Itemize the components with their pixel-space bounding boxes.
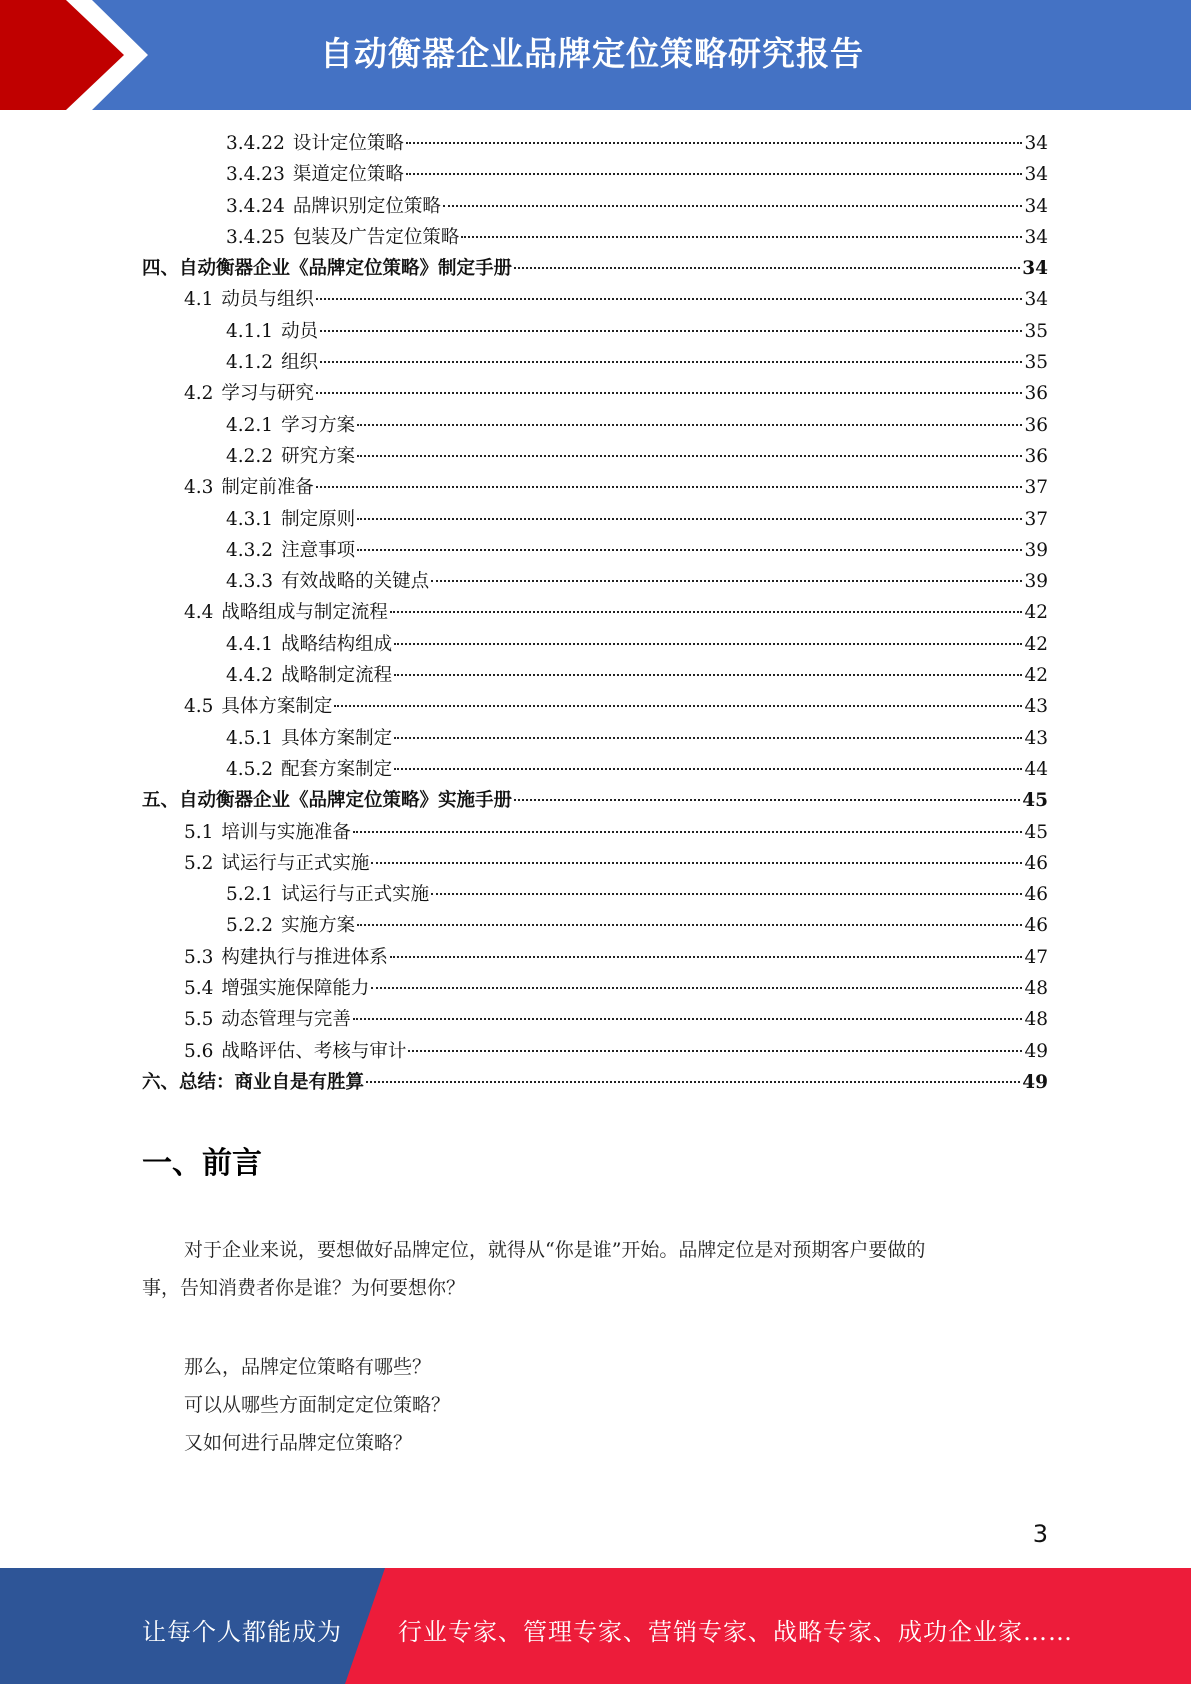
toc-dot-leader [406, 172, 1023, 175]
toc-entry-page: 34 [1024, 226, 1048, 248]
toc-entry-label: 渠道定位策略 [292, 164, 404, 186]
toc-entry-label: 六、总结：商业自是有胜算 [142, 1071, 365, 1093]
toc-entry-label: 学习与研究 [221, 383, 314, 405]
toc-dot-leader [390, 610, 1023, 613]
toc-entry-title [184, 1036, 406, 1067]
toc-entry-number: 3.4.23 [226, 164, 285, 186]
toc-entry-number: 5.5 [184, 1009, 214, 1031]
toc-entry-label: 培训与实施准备 [221, 821, 351, 843]
toc-entry[interactable] [142, 973, 1048, 1004]
toc-entry-page: 44 [1024, 758, 1048, 780]
toc-entry-title [184, 848, 369, 879]
toc-entry-title [226, 879, 429, 910]
toc-entry[interactable] [142, 441, 1048, 472]
toc-entry-title [226, 316, 318, 347]
toc-entry-label: 具体方案制定 [221, 696, 333, 718]
toc-dot-leader [406, 141, 1023, 144]
table-of-contents [142, 128, 1048, 1098]
toc-entry[interactable] [142, 347, 1048, 378]
toc-entry-page: 36 [1024, 445, 1048, 467]
toc-entry[interactable] [142, 222, 1048, 253]
footer-roles: 行业专家、管理专家、营销专家、战略专家、成功企业家…… [398, 1618, 1073, 1646]
toc-entry-number: 3.4.24 [226, 195, 285, 217]
toc-entry[interactable] [142, 535, 1048, 566]
question-1: 那么，品牌定位策略有哪些？ [184, 1356, 432, 1378]
toc-dot-leader [394, 642, 1022, 645]
toc-entry-title [184, 472, 314, 503]
toc-entry-label: 品牌识别定位策略 [292, 195, 441, 217]
toc-dot-leader [357, 454, 1022, 457]
toc-dot-leader [320, 329, 1022, 332]
toc-entry[interactable] [142, 879, 1048, 910]
toc-entry-label: 战略结构组成 [281, 633, 393, 655]
toc-entry-title [226, 629, 392, 660]
toc-dot-leader [316, 297, 1023, 300]
toc-dot-leader [514, 798, 1020, 801]
toc-entry-title [184, 691, 332, 722]
toc-entry-page: 49 [1024, 1040, 1048, 1062]
toc-entry[interactable] [142, 785, 1048, 816]
toc-entry-page: 39 [1024, 539, 1048, 561]
toc-entry[interactable] [142, 284, 1048, 315]
toc-entry-page: 34 [1024, 133, 1048, 154]
toc-entry-page: 42 [1024, 665, 1048, 687]
toc-entry-page: 34 [1024, 195, 1048, 217]
toc-entry[interactable] [142, 191, 1048, 222]
toc-entry-label: 设计定位策略 [292, 133, 404, 154]
toc-entry[interactable] [142, 1004, 1048, 1035]
toc-entry-label: 增强实施保障能力 [221, 978, 370, 1000]
toc-entry-title [226, 660, 392, 691]
intro-paragraph-line2: 事，告知消费者你是谁？为何要想你？ [142, 1277, 466, 1299]
toc-entry-title [226, 504, 355, 535]
toc-entry-page: 34 [1024, 289, 1048, 311]
toc-dot-leader [394, 736, 1022, 739]
toc-entry-page: 35 [1024, 352, 1048, 374]
toc-entry-label: 制定原则 [281, 508, 356, 530]
toc-entry-page: 34 [1024, 164, 1048, 186]
toc-entry-page: 46 [1024, 884, 1048, 906]
toc-dot-leader [357, 423, 1022, 426]
toc-entry-number: 5.1 [184, 821, 214, 843]
toc-entry[interactable] [142, 128, 1048, 159]
toc-dot-leader [394, 767, 1022, 770]
toc-entry-page: 36 [1024, 414, 1048, 436]
toc-entry[interactable] [142, 253, 1048, 284]
toc-entry-label: 研究方案 [281, 445, 356, 467]
toc-entry[interactable] [142, 410, 1048, 441]
toc-dot-leader [316, 485, 1023, 488]
toc-dot-leader [431, 579, 1022, 582]
toc-entry[interactable] [142, 566, 1048, 597]
toc-entry-label: 试运行与正式实施 [281, 884, 430, 906]
section-heading: 一、前言 [142, 1146, 262, 1181]
toc-entry-page: 34 [1022, 258, 1048, 280]
toc-dot-leader [390, 955, 1023, 958]
toc-entry-title [184, 284, 314, 315]
toc-entry-title [226, 222, 459, 253]
toc-entry-title [142, 253, 512, 284]
toc-entry-page: 46 [1024, 915, 1048, 937]
toc-entry[interactable] [142, 942, 1048, 973]
toc-entry-label: 组织 [281, 352, 319, 374]
toc-entry-label: 注意事项 [281, 539, 356, 561]
page-number: 3 [1032, 1520, 1048, 1548]
toc-entry-number: 4.3.1 [226, 508, 274, 530]
toc-entry-title [184, 597, 388, 628]
toc-entry-title [184, 817, 351, 848]
toc-entry-title [184, 1004, 351, 1035]
toc-entry-label: 动态管理与完善 [221, 1009, 351, 1031]
question-2: 可以从哪些方面制定定位策略？ [184, 1394, 451, 1416]
toc-entry-title [142, 1067, 364, 1098]
toc-dot-leader [431, 892, 1022, 895]
toc-entry-title [226, 754, 392, 785]
toc-entry-number: 4.4.1 [226, 633, 274, 655]
toc-entry-number: 5.2.2 [226, 915, 274, 937]
toc-entry-number: 4.3 [184, 477, 214, 499]
toc-entry-page: 49 [1022, 1071, 1048, 1093]
toc-entry[interactable] [142, 597, 1048, 628]
toc-entry[interactable] [142, 504, 1048, 535]
toc-entry-number: 5.6 [184, 1040, 214, 1062]
toc-entry-page: 48 [1024, 1009, 1048, 1031]
toc-entry-page: 47 [1024, 946, 1048, 968]
toc-entry[interactable] [142, 660, 1048, 691]
toc-dot-leader [394, 673, 1022, 676]
toc-dot-leader [334, 704, 1022, 707]
toc-entry-label: 制定前准备 [221, 477, 314, 499]
toc-entry-page: 48 [1024, 978, 1048, 1000]
toc-entry-label: 动员 [281, 320, 319, 342]
toc-entry-number: 5.3 [184, 946, 214, 968]
toc-dot-leader [353, 830, 1023, 833]
toc-entry-title [226, 347, 318, 378]
toc-entry-label: 五、自动衡器企业《品牌定位策略》实施手册 [142, 790, 513, 812]
toc-entry-label: 构建执行与推进体系 [221, 946, 388, 968]
toc-entry-title [226, 128, 404, 159]
toc-entry[interactable] [142, 723, 1048, 754]
toc-entry-number: 4.3.2 [226, 539, 274, 561]
toc-entry-number: 4.5 [184, 696, 214, 718]
toc-entry-title [184, 942, 388, 973]
toc-entry[interactable] [142, 472, 1048, 503]
toc-entry[interactable] [142, 1067, 1048, 1098]
toc-entry-page: 35 [1024, 320, 1048, 342]
toc-entry-page: 37 [1024, 477, 1048, 499]
toc-entry-label: 学习方案 [281, 414, 356, 436]
toc-entry-label: 试运行与正式实施 [221, 852, 370, 874]
toc-entry-label: 四、自动衡器企业《品牌定位策略》制定手册 [142, 258, 513, 280]
toc-entry-title [226, 723, 392, 754]
toc-dot-leader [357, 517, 1022, 520]
toc-entry-number: 4.1 [184, 289, 214, 311]
toc-entry[interactable] [142, 1036, 1048, 1067]
toc-entry-title [226, 441, 355, 472]
toc-entry-page: 45 [1024, 821, 1048, 843]
toc-entry-number: 4.2 [184, 383, 214, 405]
toc-entry-label: 战略组成与制定流程 [221, 602, 388, 624]
page-footer [0, 1568, 1191, 1684]
toc-dot-leader [357, 548, 1022, 551]
toc-entry[interactable] [142, 378, 1048, 409]
toc-entry-number: 4.4 [184, 602, 214, 624]
toc-entry-title [226, 191, 441, 222]
toc-entry-page: 37 [1024, 508, 1048, 530]
toc-entry-label: 有效战略的关键点 [281, 571, 430, 593]
toc-entry-title [142, 785, 512, 816]
toc-dot-leader [371, 861, 1022, 864]
toc-entry-number: 3.4.22 [226, 133, 285, 154]
toc-entry-label: 包装及广告定位策略 [292, 226, 460, 248]
toc-entry-label: 动员与组织 [221, 289, 314, 311]
toc-dot-leader [514, 266, 1020, 269]
toc-dot-leader [366, 1080, 1020, 1083]
toc-entry[interactable] [142, 754, 1048, 785]
toc-entry-title [226, 566, 429, 597]
toc-entry-page: 43 [1024, 696, 1048, 718]
toc-entry-page: 42 [1024, 633, 1048, 655]
toc-entry-page: 43 [1024, 727, 1048, 749]
toc-dot-leader [443, 204, 1023, 207]
toc-entry[interactable] [142, 910, 1048, 941]
toc-entry-title [226, 410, 355, 441]
toc-entry-title [226, 535, 355, 566]
toc-entry-title [184, 973, 369, 1004]
toc-entry-number: 4.5.1 [226, 727, 274, 749]
toc-dot-leader [316, 391, 1023, 394]
toc-entry-number: 4.1.1 [226, 320, 274, 342]
toc-entry[interactable] [142, 629, 1048, 660]
toc-entry-number: 5.2.1 [226, 884, 274, 906]
toc-entry-number: 3.4.25 [226, 226, 285, 248]
toc-entry-number: 4.2.2 [226, 445, 274, 467]
toc-entry-page: 45 [1022, 790, 1048, 812]
header-title: 自动衡器企业品牌定位策略研究报告 [320, 34, 864, 73]
toc-entry-number: 4.4.2 [226, 665, 274, 687]
toc-entry[interactable] [142, 691, 1048, 722]
toc-entry-page: 36 [1024, 383, 1048, 405]
toc-entry-number: 4.1.2 [226, 352, 274, 374]
toc-dot-leader [408, 1049, 1022, 1052]
toc-entry-page: 46 [1024, 852, 1048, 874]
intro-paragraph-line1: 对于企业来说，要想做好品牌定位，就得从“你是谁”开始。品牌定位是对预期客户要做的 [184, 1239, 926, 1261]
toc-dot-leader [371, 986, 1022, 989]
toc-entry[interactable] [142, 159, 1048, 190]
toc-entry-number: 4.3.3 [226, 571, 274, 593]
toc-entry[interactable] [142, 817, 1048, 848]
toc-dot-leader [353, 1017, 1023, 1020]
toc-entry-page: 39 [1024, 571, 1048, 593]
toc-entry-number: 5.4 [184, 978, 214, 1000]
toc-dot-leader [461, 235, 1022, 238]
toc-entry-page: 42 [1024, 602, 1048, 624]
question-3: 又如何进行品牌定位策略？ [184, 1432, 413, 1454]
toc-entry-label: 战略制定流程 [281, 665, 393, 687]
toc-entry-label: 配套方案制定 [281, 758, 393, 780]
toc-entry[interactable] [142, 316, 1048, 347]
toc-dot-leader [357, 923, 1022, 926]
toc-entry-title [226, 910, 355, 941]
toc-entry[interactable] [142, 848, 1048, 879]
toc-entry-title [184, 378, 314, 409]
footer-slogan: 让每个人都能成为 [142, 1618, 342, 1646]
page-header [0, 0, 1191, 110]
toc-entry-label: 具体方案制定 [281, 727, 393, 749]
toc-entry-number: 4.2.1 [226, 414, 274, 436]
toc-entry-number: 4.5.2 [226, 758, 274, 780]
toc-entry-label: 战略评估、考核与审计 [221, 1040, 407, 1062]
toc-entry-number: 5.2 [184, 852, 214, 874]
toc-entry-title [226, 159, 404, 190]
toc-entry-label: 实施方案 [281, 915, 356, 937]
toc-dot-leader [320, 360, 1022, 363]
